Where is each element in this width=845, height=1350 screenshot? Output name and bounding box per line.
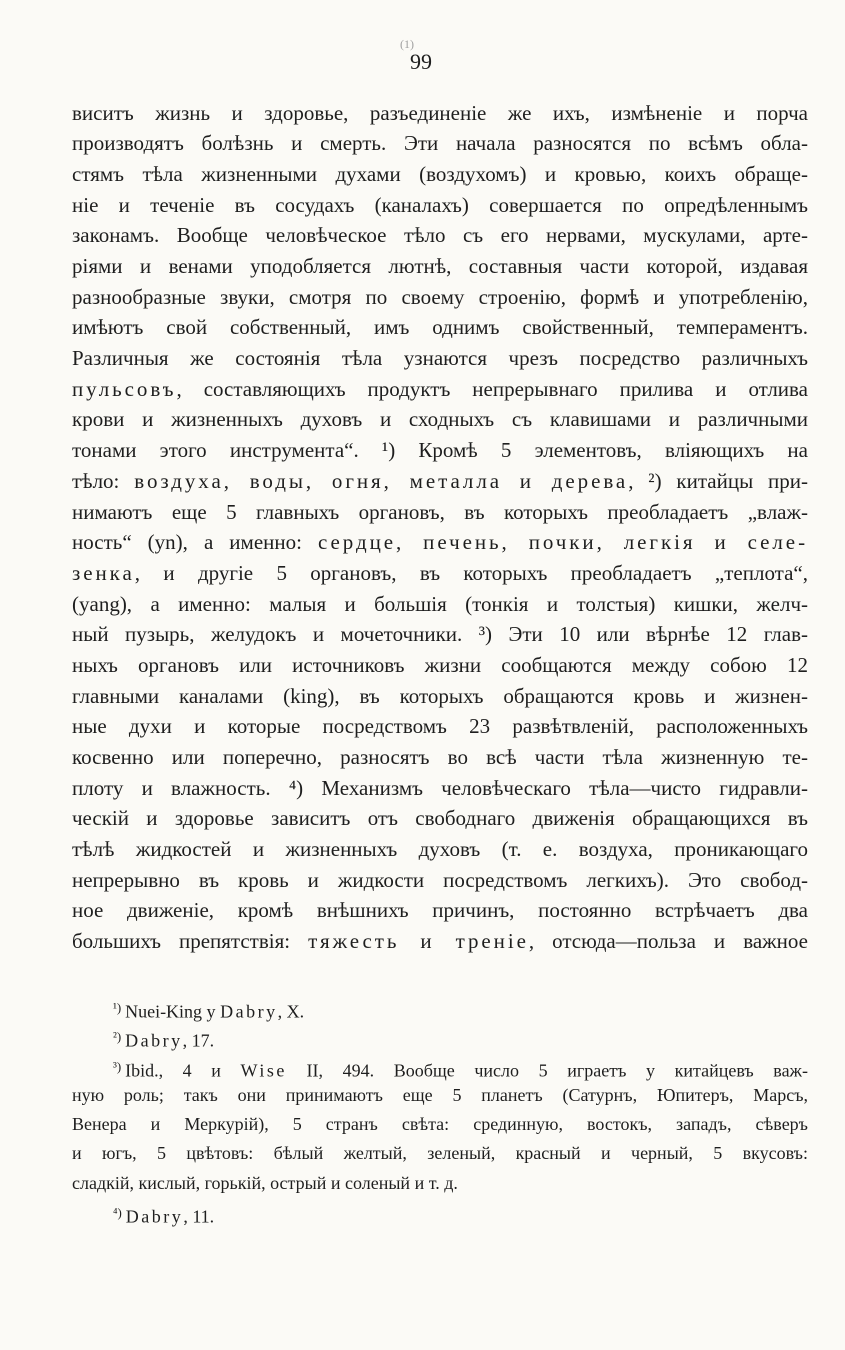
text-run: нимаютъ еще 5 главныхъ органовъ, въ которыхъ преобладаетъ „влаж- bbox=[72, 499, 808, 524]
body-line bbox=[72, 742, 808, 773]
body-line bbox=[72, 926, 808, 957]
text-run: ный пузырь, желудокъ и мочеточники. ³) Эти 10 или вѣрнѣе 12 глав- bbox=[72, 622, 808, 647]
footnote-line bbox=[72, 1139, 808, 1168]
text-run: тѣло: bbox=[72, 468, 135, 493]
body-line bbox=[72, 865, 808, 896]
text-run: косвенно или поперечно, разносятъ во всѣ части тѣла жизненную те- bbox=[72, 745, 808, 770]
text-run: ную роль; такъ они принимаютъ еще 5 планетъ (Сатурнъ, Юпитеръ, Марсъ, bbox=[72, 1084, 808, 1105]
spaced-emphasis-text: Dabry bbox=[125, 1030, 183, 1051]
text-run: плоту и влажность. ⁴) Механизмъ человѣческаго тѣла—чисто гидравли- bbox=[72, 775, 808, 800]
text-run: виситъ жизнь и здоровье, разъединеніе же ихъ, измѣненіе и порча bbox=[72, 100, 808, 125]
body-line bbox=[72, 895, 808, 926]
spaced-emphasis-text: Wise bbox=[240, 1060, 287, 1081]
footnote-line bbox=[72, 1169, 808, 1198]
text-run: крови и жизненныхъ духовъ и сходныхъ съ клавишами и различными bbox=[72, 407, 808, 432]
text-run: , и другіе 5 органовъ, въ которыхъ преобладаетъ „теплота“, bbox=[134, 560, 808, 585]
body-line bbox=[72, 466, 808, 497]
spaced-emphasis-text: Dabry bbox=[125, 1206, 184, 1227]
spaced-emphasis-text: Dabry bbox=[220, 1001, 278, 1022]
body-line bbox=[72, 404, 808, 435]
text-run: ные духи и которые посредствомъ 23 развѣтвленій, расположенныхъ bbox=[72, 714, 808, 739]
body-line bbox=[72, 497, 808, 528]
text-run: имѣютъ свой собственный, имъ однимъ свойственный, темпераментъ. bbox=[72, 315, 808, 340]
page-mark: (1) bbox=[400, 37, 414, 51]
text-run: Ibid., 4 и bbox=[125, 1060, 241, 1081]
footnote-marker: ²) bbox=[113, 1029, 122, 1045]
body-line bbox=[72, 527, 808, 558]
text-run: непрерывно въ кровь и жидкости посредствомъ легкихъ). Это свобод- bbox=[72, 867, 808, 892]
body-line bbox=[72, 98, 808, 129]
page-number: 99 bbox=[410, 49, 432, 74]
footnote-marker: ³) bbox=[113, 1058, 122, 1074]
text-run: Различныя же состоянія тѣла узнаются чрезъ посредство различныхъ bbox=[72, 346, 808, 371]
text-run: ческій и здоровье зависитъ отъ свободнаго движенія обращающихся въ bbox=[72, 806, 808, 831]
body-line bbox=[72, 558, 808, 589]
text-run: Венера и Меркурій), 5 странъ свѣта: срединную, востокъ, западъ, сѣверъ bbox=[72, 1114, 808, 1135]
text-run: ное движеніе, кромѣ внѣшнихъ причинъ, постоянно встрѣчаетъ два bbox=[72, 898, 808, 923]
footnote-line bbox=[72, 1110, 808, 1139]
text-run: , 17. bbox=[182, 1030, 215, 1051]
body-line bbox=[72, 681, 808, 712]
footnote-line bbox=[72, 1198, 808, 1227]
text-run: ніе и теченіе въ сосудахъ (каналахъ) совершается по опредѣленнымъ bbox=[72, 192, 808, 217]
body-line bbox=[72, 159, 808, 190]
spaced-emphasis-text: пульсовъ bbox=[72, 376, 177, 401]
spaced-emphasis-text: зенка bbox=[72, 560, 135, 585]
text-run: разнообразные звуки, смотря по своему строенію, формѣ и употребленію, bbox=[72, 284, 808, 309]
text-run: , составляющихъ продуктъ непрерывнаго прилива и отлива bbox=[176, 376, 808, 401]
text-run: ріями и венами уподобляется лютнѣ, составныя части которой, издавая bbox=[72, 254, 808, 279]
body-text bbox=[72, 98, 808, 957]
footnote-line bbox=[72, 1022, 808, 1051]
text-run: тѣлѣ жидкостей и жизненныхъ духовъ (т. е. воздуха, проникающаго bbox=[72, 837, 808, 862]
body-line bbox=[72, 803, 808, 834]
footnote-line bbox=[72, 993, 808, 1022]
text-run: производятъ болѣзнь и смерть. Эти начала разносятся по всѣмъ обла- bbox=[72, 131, 808, 156]
body-line bbox=[72, 834, 808, 865]
text-run: II, 494. Вообще число 5 играетъ у китайцевъ важ- bbox=[286, 1060, 808, 1081]
text-run: сладкій, кислый, горькій, острый и соленый и т. д. bbox=[72, 1172, 458, 1193]
text-run: ность“ (yn), а именно: bbox=[72, 530, 318, 555]
body-line bbox=[72, 220, 808, 251]
text-run: и югъ, 5 цвѣтовъ: бѣлый желтый, зеленый, красный и черный, 5 вкусовъ: bbox=[72, 1143, 808, 1164]
text-run: , ²) китайцы при- bbox=[628, 468, 808, 493]
text-run: ныхъ органовъ или источниковъ жизни сообщаются между собою 12 bbox=[72, 652, 808, 677]
spaced-emphasis-text: воздуха, воды, огня, металла и дерева bbox=[134, 468, 629, 493]
text-run: главными каналами (king), въ которыхъ обращаются кровь и жизнен- bbox=[72, 683, 808, 708]
text-run: (yang), а именно: малыя и большія (тонкія и толстыя) кишки, желч- bbox=[72, 591, 808, 616]
text-run: , 11. bbox=[183, 1206, 215, 1227]
footnote-marker: ¹) bbox=[113, 1000, 122, 1015]
footnote-line bbox=[72, 1081, 808, 1110]
body-line bbox=[72, 343, 808, 374]
text-run: тонами этого инструмента“. ¹) Кромѣ 5 элементовъ, вліяющихъ на bbox=[72, 438, 808, 463]
body-line bbox=[72, 128, 808, 159]
text-run: Nuei-King у bbox=[125, 1001, 221, 1022]
body-line bbox=[72, 650, 808, 681]
spaced-emphasis-text: сердце, печень, почки, легкія и селе- bbox=[318, 530, 808, 555]
body-line bbox=[72, 619, 808, 650]
footnotes bbox=[72, 993, 808, 1227]
body-line bbox=[72, 251, 808, 282]
body-line bbox=[72, 435, 808, 466]
text-run: законамъ. Вообще человѣческое тѣло съ его нервами, мускулами, арте- bbox=[72, 223, 808, 248]
text-run: , отсюда—польза и важное bbox=[528, 929, 808, 954]
text-run: , X. bbox=[277, 1001, 305, 1022]
body-line bbox=[72, 312, 808, 343]
text-run: стямъ тѣла жизненными духами (воздухомъ) и кровью, коихъ обраще- bbox=[72, 161, 808, 186]
text-run: большихъ препятствія: bbox=[72, 929, 309, 954]
body-line bbox=[72, 374, 808, 405]
body-line bbox=[72, 589, 808, 620]
body-line bbox=[72, 711, 808, 742]
body-line bbox=[72, 282, 808, 313]
body-line bbox=[72, 773, 808, 804]
body-line bbox=[72, 190, 808, 221]
footnote-line bbox=[72, 1052, 808, 1081]
footnote-marker: ⁴) bbox=[113, 1205, 122, 1221]
spaced-emphasis-text: тяжесть и треніе bbox=[308, 929, 529, 954]
